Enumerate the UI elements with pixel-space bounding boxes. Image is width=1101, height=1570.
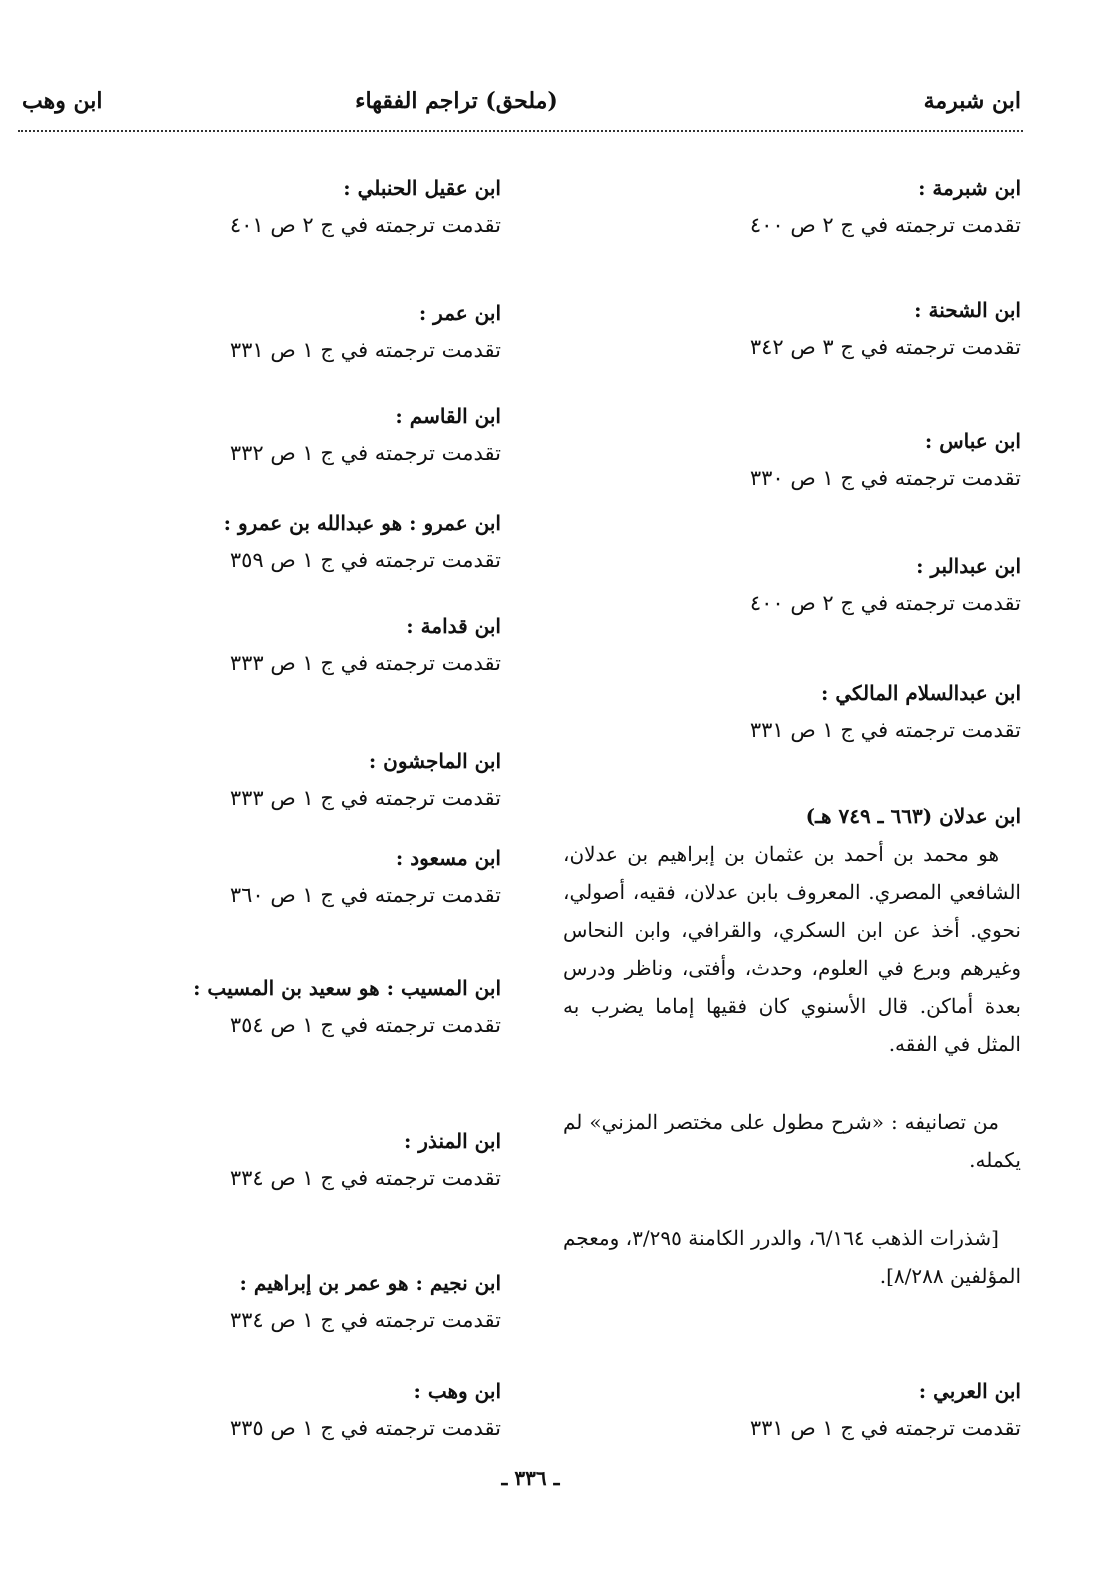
entry-reference: تقدمت ترجمته في ج ١ ص ٣٣١ bbox=[749, 1416, 1021, 1440]
entry-name: ابن الشحنة : bbox=[914, 298, 1021, 322]
page-number: ـ ٣٣٦ ـ bbox=[501, 1466, 560, 1490]
entry bbox=[91, 170, 501, 244]
article-heading: ابن عدلان (٦٦٣ ـ ٧٤٩ هـ) bbox=[805, 804, 1021, 828]
entry-name: ابن قدامة : bbox=[406, 614, 501, 638]
entry-reference: تقدمت ترجمته في ج ٢ ص ٤٠١ bbox=[229, 213, 501, 237]
running-header bbox=[22, 88, 1021, 124]
article-bio: هو محمد بن أحمد بن عثمان بن إبراهيم بن عدلان، الشافعي المصري. المعروف بابن عدلان، فقيه، أصولي، نحوي. أخذ عن ابن السكري، والقرافي، وابن النحاس وغيرهم وبرع في العلوم، وحدث، وأفتى، وناظر ودرس بعدة أماكن. قال الأسنوي كان فقيها إماما يضرب به المثل في الفقه. bbox=[563, 842, 1021, 1056]
entry-name: ابن عبدالبر : bbox=[916, 554, 1021, 578]
entry-reference: تقدمت ترجمته في ج ٢ ص ٤٠٠ bbox=[749, 213, 1021, 237]
entry bbox=[563, 292, 1021, 366]
biography-article bbox=[563, 797, 1021, 1295]
article-works: من تصانيفه : «شرح مطول على مختصر المزني» لم يكمله. bbox=[563, 1110, 1021, 1172]
entry-reference: تقدمت ترجمته في ج ٢ ص ٤٠٠ bbox=[749, 591, 1021, 615]
entry-name: ابن عمر : bbox=[418, 301, 501, 325]
article-sources: [شذرات الذهب ٦/١٦٤، والدرر الكامنة ٣/٢٩٥، ومعجم المؤلفين ٨/٢٨٨]. bbox=[563, 1226, 1021, 1288]
entry bbox=[563, 170, 1021, 244]
entry-name: ابن وهب : bbox=[413, 1379, 501, 1403]
entry-name: ابن المسيب : هو سعيد بن المسيب : bbox=[193, 976, 501, 1000]
entry-name: ابن عباس : bbox=[924, 429, 1021, 453]
entry-reference: تقدمت ترجمته في ج ١ ص ٣٣٣ bbox=[229, 651, 501, 675]
entry bbox=[91, 1373, 501, 1447]
entry-reference: تقدمت ترجمته في ج ١ ص ٣٣٢ bbox=[229, 441, 501, 465]
entry-reference: تقدمت ترجمته في ج ١ ص ٣٣٥ bbox=[229, 1416, 501, 1440]
header-dotted-rule bbox=[18, 130, 1023, 132]
entry-reference: تقدمت ترجمته في ج ١ ص ٣٣١ bbox=[229, 338, 501, 362]
entry-reference: تقدمت ترجمته في ج ١ ص ٣٣٤ bbox=[229, 1308, 501, 1332]
entry-name: ابن الماجشون : bbox=[368, 749, 501, 773]
entry bbox=[91, 1265, 501, 1339]
entry-name: ابن القاسم : bbox=[395, 404, 501, 428]
entry bbox=[563, 1373, 1021, 1447]
entry bbox=[91, 608, 501, 682]
entry-reference: تقدمت ترجمته في ج ١ ص ٣٥٩ bbox=[229, 548, 501, 572]
entry-reference: تقدمت ترجمته في ج ١ ص ٣٣١ bbox=[749, 718, 1021, 742]
entry-reference: تقدمت ترجمته في ج ١ ص ٣٣٠ bbox=[749, 466, 1021, 490]
entry bbox=[91, 1123, 501, 1197]
entry-name: ابن عمرو : هو عبدالله بن عمرو : bbox=[223, 511, 501, 535]
entry-name: ابن نجيم : هو عمر بن إبراهيم : bbox=[239, 1271, 501, 1295]
entry-reference: تقدمت ترجمته في ج ٣ ص ٣٤٢ bbox=[749, 335, 1021, 359]
entry-name: ابن العربي : bbox=[918, 1379, 1021, 1403]
entry-name: ابن المنذر : bbox=[403, 1129, 501, 1153]
header-last-entry: ابن وهب bbox=[22, 88, 103, 114]
entry bbox=[91, 295, 501, 369]
entry bbox=[91, 840, 501, 914]
entry bbox=[563, 423, 1021, 497]
entry-reference: تقدمت ترجمته في ج ١ ص ٣٣٤ bbox=[229, 1166, 501, 1190]
entry bbox=[91, 743, 501, 817]
entry-name: ابن مسعود : bbox=[395, 846, 501, 870]
entry-reference: تقدمت ترجمته في ج ١ ص ٣٣٣ bbox=[229, 786, 501, 810]
header-title: (ملحق) تراجم الفقهاء bbox=[355, 88, 558, 114]
entry bbox=[91, 970, 501, 1044]
entry-name: ابن شبرمة : bbox=[918, 176, 1021, 200]
entry-reference: تقدمت ترجمته في ج ١ ص ٣٦٠ bbox=[229, 883, 501, 907]
entry-name: ابن عبدالسلام المالكي : bbox=[820, 681, 1021, 705]
entry bbox=[563, 675, 1021, 749]
header-first-entry: ابن شبرمة bbox=[923, 88, 1021, 114]
entry-name: ابن عقيل الحنبلي : bbox=[343, 176, 501, 200]
entry bbox=[91, 398, 501, 472]
entry bbox=[91, 505, 501, 579]
entry bbox=[563, 548, 1021, 622]
entry-reference: تقدمت ترجمته في ج ١ ص ٣٥٤ bbox=[229, 1013, 501, 1037]
